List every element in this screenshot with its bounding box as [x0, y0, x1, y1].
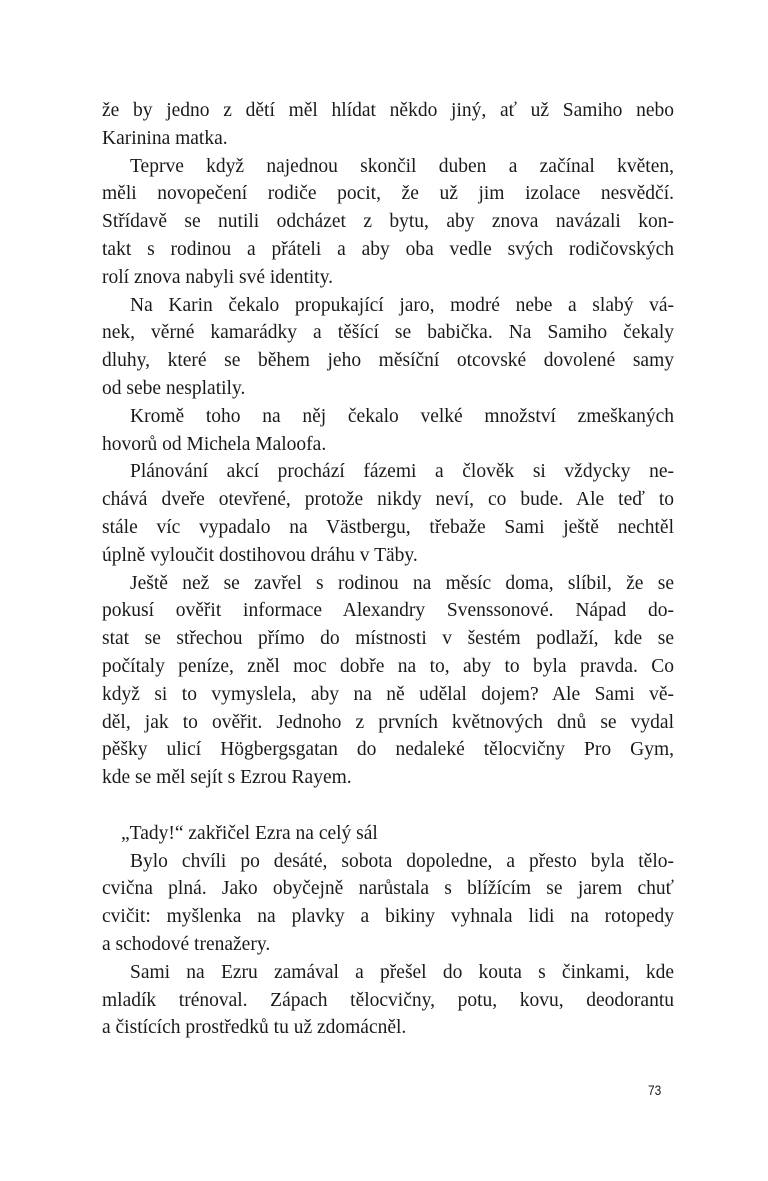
text-line: takt s rodinou a přáteli a aby oba vedle svých rodičovských: [102, 238, 674, 260]
paragraph: [102, 570, 674, 792]
text-line: úplně vyloučit dostihovou dráhu v Täby.: [102, 544, 418, 566]
paragraph: [102, 292, 674, 403]
text-line: a schodové trenažery.: [102, 933, 271, 955]
text-line: Na Karin čekalo propukající jaro, modré nebe a slabý vá-: [130, 294, 674, 316]
text-line: kde se měl sejít s Ezrou Rayem.: [102, 767, 352, 789]
text-line: nek, věrné kamarádky a těšící se babička. Na Samiho čekaly: [102, 322, 674, 344]
body-text: [102, 97, 674, 1042]
text-line: Karinina matka.: [102, 127, 228, 149]
paragraph: [102, 820, 674, 848]
text-line: chává dveře otevřené, protože nikdy neví, co bude. Ale teď to: [102, 489, 674, 511]
text-line: pokusí ověřit informace Alexandry Svenssonové. Nápad do-: [102, 600, 674, 622]
text-line: cvična plná. Jako obyčejně narůstala s blížícím se jarem chuť: [102, 878, 674, 900]
paragraph: [102, 97, 674, 153]
text-line: počítaly peníze, zněl moc dobře na to, aby to byla pravda. Co: [102, 655, 674, 677]
text-line: Plánování akcí prochází fázemi a člověk si vždycky ne-: [130, 461, 674, 483]
text-line: cvičit: myšlenka na plavky a bikiny vyhnala lidi na rotopedy: [102, 906, 674, 928]
text-line: děl, jak to ověřit. Jednoho z prvních květnových dnů se vydal: [102, 711, 674, 733]
text-line: Bylo chvíli po desáté, sobota dopoledne, a přesto byla tělo-: [130, 850, 674, 872]
text-line: měli novopečení rodiče pocit, že už jim izolace nesvědčí.: [102, 183, 674, 205]
text-line: dluhy, které se během jeho měsíční otcovské dovolené samy: [102, 350, 674, 372]
text-line: když si to vymyslela, aby na ně udělal dojem? Ale Sami vě-: [102, 683, 674, 705]
text-line: „Tady!“ zakřičel Ezra na celý sál: [121, 822, 378, 844]
text-line: že by jedno z dětí měl hlídat někdo jiný, ať už Samiho nebo: [102, 100, 674, 121]
text-line: pěšky ulicí Högbergsgatan do nedaleké tělocvičny Pro Gym,: [102, 739, 674, 761]
paragraph: [102, 153, 674, 292]
paragraph: [102, 403, 674, 459]
text-line: Ještě než se zavřel s rodinou na měsíc doma, slíbil, že se: [130, 572, 674, 594]
text-line: stat se střechou přímo do místnosti v šestém podlaží, kde se: [102, 628, 674, 650]
text-line: Kromě toho na něj čekalo velké množství zmeškaných: [130, 405, 674, 427]
paragraph: [102, 848, 674, 959]
text-line: mladík trénoval. Zápach tělocvičny, potu, kovu, deodorantu: [102, 989, 674, 1011]
page-number: 73: [648, 1082, 662, 1098]
paragraph: [102, 458, 674, 569]
section-break: [102, 792, 674, 820]
text-line: a čistících prostředků tu už zdomácněl.: [102, 1017, 407, 1039]
text-line: Střídavě se nutili odcházet z bytu, aby znova navázali kon-: [102, 211, 674, 233]
text-line: od sebe nesplatily.: [102, 377, 246, 399]
text-line: rolí znova nabyli své identity.: [102, 266, 334, 288]
paragraph: [102, 959, 674, 1042]
text-line: stále víc vypadalo na Västbergu, třebaže Sami ještě nechtěl: [102, 516, 674, 538]
text-line: Sami na Ezru zamával a přešel do kouta s činkami, kde: [130, 961, 674, 983]
text-line: Teprve když najednou skončil duben a začínal květen,: [130, 155, 674, 177]
text-line: hovorů od Michela Maloofa.: [102, 433, 327, 455]
